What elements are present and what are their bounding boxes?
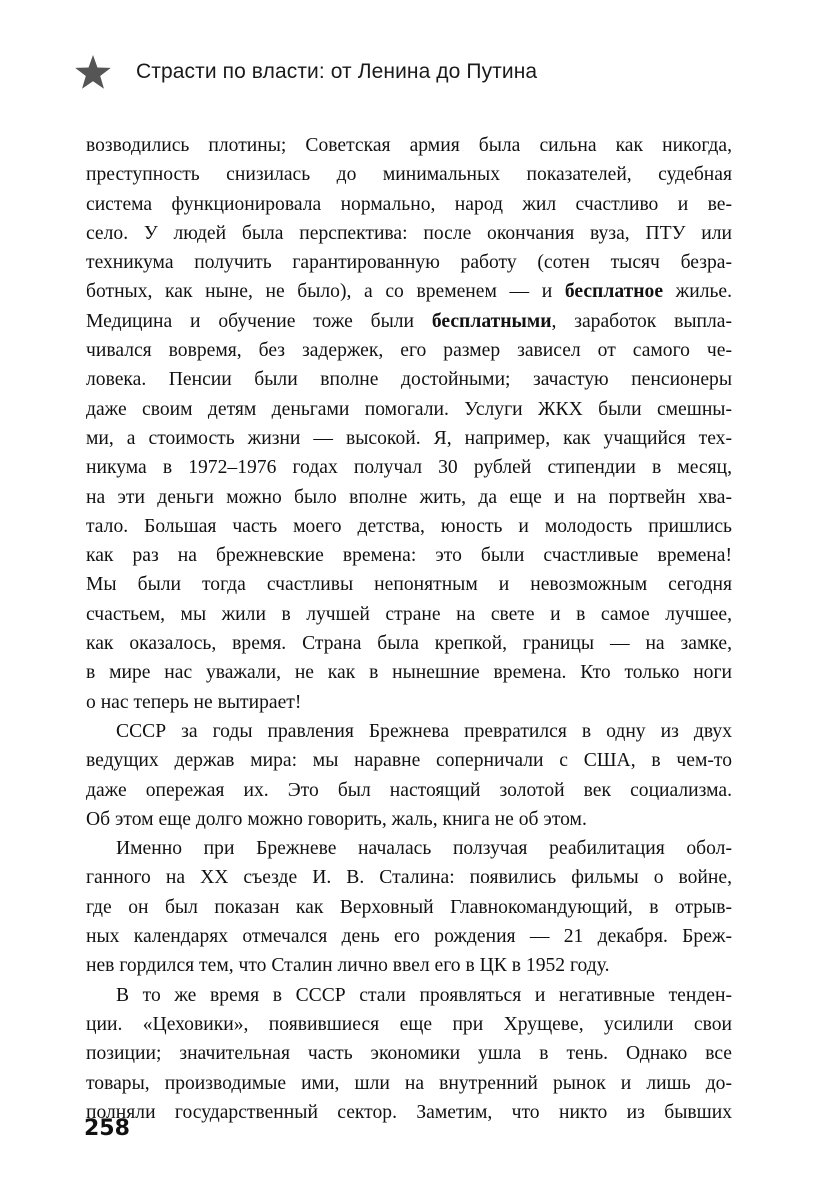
text-line: преступность снизилась до минимальных показателей, судебная bbox=[86, 164, 732, 186]
text-line: Мы были тогда счастливы непонятным и невозможным сегодня bbox=[86, 574, 732, 596]
running-header bbox=[74, 52, 537, 92]
text-line-mixed bbox=[86, 277, 732, 306]
text-line: СССР за годы правления Брежнева превратился в одну из двух bbox=[116, 720, 732, 742]
text-line: ганного на XX съезде И. В. Сталина: появились фильмы о войне, bbox=[86, 867, 732, 889]
text-line: о нас теперь не вытирает! bbox=[86, 691, 302, 713]
text-line: в мире нас уважали, не как в нынешние времена. Кто только ноги bbox=[86, 662, 732, 684]
text-line: товары, производимые ими, шли на внутренний рынок и лишь до- bbox=[86, 1072, 732, 1094]
bold-word: бесплатными bbox=[431, 310, 552, 332]
text-line: система функционировала нормально, народ жил счастливо и ве- bbox=[86, 193, 732, 215]
text-line: село. У людей была перспектива: после окончания вуза, ПТУ или bbox=[86, 222, 732, 244]
text-line: ных календарях отмечался день его рождения — 21 декабря. Бреж- bbox=[86, 926, 732, 948]
star-icon bbox=[74, 54, 112, 90]
text-line: на эти деньги можно было вполне жить, да еще и на портвейн хва- bbox=[86, 486, 732, 508]
text-line: тало. Большая часть моего детства, юность и молодость пришлись bbox=[86, 515, 732, 537]
text-line: В то же время в СССР стали проявляться и негативные тенден- bbox=[116, 984, 732, 1006]
text-line: никума в 1972–1976 годах получал 30 рублей стипендии в месяц, bbox=[86, 457, 732, 479]
text-line: ми, а стоимость жизни — высокой. Я, например, как учащийся тех- bbox=[86, 427, 732, 449]
bold-word: бесплатное bbox=[564, 281, 664, 303]
text-line: позиции; значительная часть экономики ушла в тень. Однако все bbox=[86, 1043, 732, 1065]
text-line: чивался вовремя, без задержек, его размер зависел от самого че- bbox=[86, 340, 732, 362]
text-line: нев гордился тем, что Сталин лично ввел его в ЦК в 1952 году. bbox=[86, 955, 610, 977]
text-line: где он был показан как Верховный Главнокомандующий, в отрыв- bbox=[86, 896, 732, 918]
text-line: возводились плотины; Советская армия была сильна как никогда, bbox=[86, 135, 732, 156]
text-line: ции. «Цеховики», появившиеся еще при Хрущеве, усилили свои bbox=[86, 1013, 732, 1035]
text-segment: , заработок выпла- bbox=[551, 310, 733, 332]
text-line: Именно при Брежневе началась ползучая реабилитация обол- bbox=[116, 838, 732, 860]
text-segment: ботных, как ныне, не было), а со временем — и bbox=[86, 281, 553, 303]
text-line: полняли государственный сектор. Заметим, что никто из бывших bbox=[86, 1101, 732, 1123]
text-line-mixed bbox=[86, 307, 732, 336]
text-line: ловека. Пенсии были вполне достойными; зачастую пенсионеры bbox=[86, 369, 732, 391]
text-line: счастьем, мы жили в лучшей стране на свете и в самое лучшее, bbox=[86, 603, 732, 625]
text-line: даже своим детям деньгами помогали. Услуги ЖКХ были смешны- bbox=[86, 398, 732, 420]
text-segment: Медицина и обучение тоже были bbox=[86, 310, 415, 332]
text-line: как раз на брежневские времена: это были счастливые времена! bbox=[86, 545, 732, 567]
text-segment: жилье. bbox=[675, 281, 733, 303]
text-line: Об этом еще долго можно говорить, жаль, книга не об этом. bbox=[86, 808, 587, 830]
page-body bbox=[86, 131, 732, 1127]
text-line: техникума получить гарантированную работу (сотен тысяч безра- bbox=[86, 252, 732, 274]
text-line: как оказалось, время. Страна была крепкой, границы — на замке, bbox=[86, 633, 732, 655]
book-title: Страсти по власти: от Ленина до Путина bbox=[136, 60, 538, 83]
page-number: 258 bbox=[84, 1116, 130, 1141]
text-line: ведущих держав мира: мы наравне соперничали с США, в чем-то bbox=[86, 750, 732, 772]
text-line: даже опережая их. Это был настоящий золотой век социализма. bbox=[86, 779, 732, 801]
